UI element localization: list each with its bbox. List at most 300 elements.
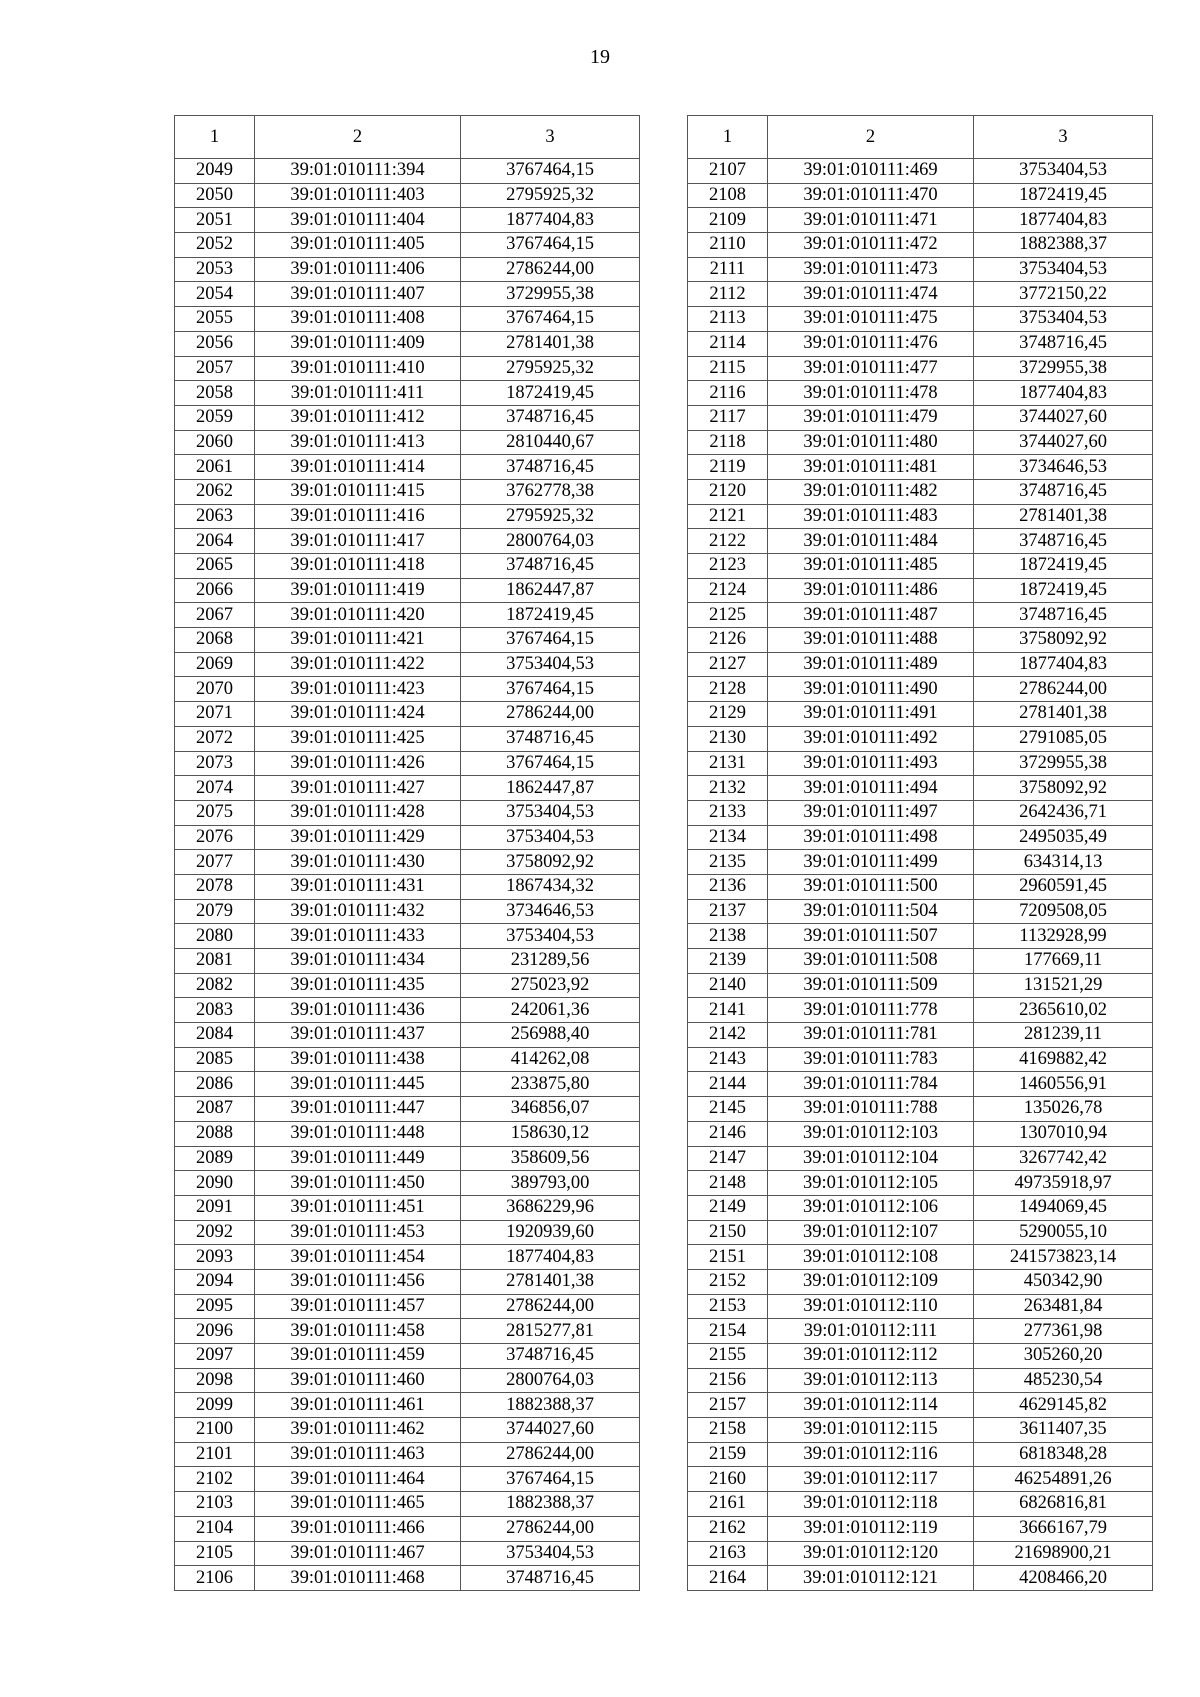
cell-row-number: 2066 [175,578,255,603]
cell-row-number: 2059 [175,405,255,430]
cell-row-number: 2115 [688,356,768,381]
cell-cadastral-number: 39:01:010111:407 [255,282,461,307]
table-row [175,1418,640,1443]
cell-row-number: 2132 [688,776,768,801]
cell-value: 275023,92 [461,973,640,998]
cell-value: 2800764,03 [461,529,640,554]
table-row [688,1097,1153,1122]
table-row [688,257,1153,282]
cell-value: 1862447,87 [461,776,640,801]
cell-value: 2795925,32 [461,183,640,208]
cell-value: 358609,56 [461,1146,640,1171]
table-row [175,1492,640,1517]
table-row [688,800,1153,825]
table-row [175,702,640,727]
table-row [175,1442,640,1467]
cell-cadastral-number: 39:01:010112:106 [768,1195,974,1220]
cell-cadastral-number: 39:01:010111:466 [255,1516,461,1541]
table-row [175,751,640,776]
cell-value: 3748716,45 [974,331,1153,356]
cell-row-number: 2158 [688,1418,768,1443]
cell-cadastral-number: 39:01:010111:415 [255,479,461,504]
cell-cadastral-number: 39:01:010111:434 [255,949,461,974]
cell-value: 2786244,00 [461,1516,640,1541]
cell-value: 3767464,15 [461,233,640,258]
cell-row-number: 2073 [175,751,255,776]
cell-cadastral-number: 39:01:010111:479 [768,405,974,430]
cell-cadastral-number: 39:01:010111:456 [255,1269,461,1294]
cell-row-number: 2161 [688,1492,768,1517]
cell-value: 3748716,45 [461,1344,640,1369]
cell-cadastral-number: 39:01:010111:419 [255,578,461,603]
cell-value: 233875,80 [461,1072,640,1097]
cell-value: 3753404,53 [461,800,640,825]
cell-cadastral-number: 39:01:010111:469 [768,159,974,184]
cell-value: 2960591,45 [974,874,1153,899]
table-row [688,776,1153,801]
table-row [175,1121,640,1146]
cell-row-number: 2154 [688,1319,768,1344]
cell-row-number: 2146 [688,1121,768,1146]
cell-row-number: 2125 [688,603,768,628]
cell-row-number: 2160 [688,1467,768,1492]
cell-value: 6826816,81 [974,1492,1153,1517]
cell-value: 3748716,45 [461,455,640,480]
table-row [688,1171,1153,1196]
cell-cadastral-number: 39:01:010111:788 [768,1097,974,1122]
cell-row-number: 2157 [688,1393,768,1418]
cell-row-number: 2120 [688,479,768,504]
cell-value: 1877404,83 [461,1245,640,1270]
cell-cadastral-number: 39:01:010111:493 [768,751,974,776]
table-row [175,1344,640,1369]
cell-value: 3611407,35 [974,1418,1153,1443]
cell-row-number: 2055 [175,307,255,332]
cell-row-number: 2058 [175,381,255,406]
table-row [175,208,640,233]
cell-row-number: 2107 [688,159,768,184]
cell-cadastral-number: 39:01:010111:413 [255,430,461,455]
cell-value: 3748716,45 [974,603,1153,628]
cell-row-number: 2068 [175,628,255,653]
table-row [175,1269,640,1294]
table-row [688,1566,1153,1591]
cell-cadastral-number: 39:01:010112:117 [768,1467,974,1492]
cell-value: 3753404,53 [974,307,1153,332]
cell-value: 21698900,21 [974,1541,1153,1566]
cell-cadastral-number: 39:01:010111:453 [255,1220,461,1245]
cell-row-number: 2159 [688,1442,768,1467]
cell-row-number: 2085 [175,1047,255,1072]
table-row [688,529,1153,554]
cell-cadastral-number: 39:01:010111:414 [255,455,461,480]
cell-row-number: 2150 [688,1220,768,1245]
cell-row-number: 2075 [175,800,255,825]
cell-value: 3748716,45 [974,529,1153,554]
cell-value: 2815277,81 [461,1319,640,1344]
cell-row-number: 2070 [175,677,255,702]
table-row [175,1516,640,1541]
cell-row-number: 2072 [175,726,255,751]
cell-cadastral-number: 39:01:010111:470 [768,183,974,208]
cell-cadastral-number: 39:01:010111:500 [768,874,974,899]
table-row [175,1047,640,1072]
cell-value: 1882388,37 [461,1393,640,1418]
cell-value: 2781401,38 [461,331,640,356]
table-row [688,183,1153,208]
cell-cadastral-number: 39:01:010111:488 [768,628,974,653]
cell-value: 3748716,45 [461,405,640,430]
table-row [688,1195,1153,1220]
cell-row-number: 2151 [688,1245,768,1270]
cell-row-number: 2067 [175,603,255,628]
cell-row-number: 2056 [175,331,255,356]
table-row [175,850,640,875]
cell-row-number: 2062 [175,479,255,504]
data-table-left [174,115,640,1591]
table-row [688,751,1153,776]
table-row [688,1319,1153,1344]
table-row [175,183,640,208]
cell-row-number: 2135 [688,850,768,875]
table-row [175,726,640,751]
cell-value: 3772150,22 [974,282,1153,307]
cell-cadastral-number: 39:01:010111:467 [255,1541,461,1566]
cell-row-number: 2162 [688,1516,768,1541]
cell-value: 256988,40 [461,1023,640,1048]
cell-cadastral-number: 39:01:010112:107 [768,1220,974,1245]
column-header-number: 1 [175,116,255,159]
table-row [175,159,640,184]
cell-row-number: 2050 [175,183,255,208]
cell-value: 346856,07 [461,1097,640,1122]
cell-value: 46254891,26 [974,1467,1153,1492]
cell-row-number: 2112 [688,282,768,307]
cell-cadastral-number: 39:01:010111:492 [768,726,974,751]
table-row [175,603,640,628]
cell-cadastral-number: 39:01:010111:435 [255,973,461,998]
cell-row-number: 2131 [688,751,768,776]
cell-row-number: 2152 [688,1269,768,1294]
cell-cadastral-number: 39:01:010111:406 [255,257,461,282]
cell-cadastral-number: 39:01:010111:436 [255,998,461,1023]
cell-row-number: 2049 [175,159,255,184]
cell-value: 389793,00 [461,1171,640,1196]
cell-value: 49735918,97 [974,1171,1153,1196]
table-row [175,282,640,307]
table-row [688,381,1153,406]
cell-row-number: 2127 [688,652,768,677]
cell-value: 1872419,45 [974,554,1153,579]
cell-row-number: 2124 [688,578,768,603]
cell-cadastral-number: 39:01:010111:472 [768,233,974,258]
table-row [175,924,640,949]
cell-row-number: 2095 [175,1294,255,1319]
cell-row-number: 2133 [688,800,768,825]
cell-row-number: 2118 [688,430,768,455]
cell-row-number: 2147 [688,1146,768,1171]
cell-cadastral-number: 39:01:010111:412 [255,405,461,430]
cell-row-number: 2105 [175,1541,255,1566]
cell-value: 2786244,00 [461,257,640,282]
cell-cadastral-number: 39:01:010112:113 [768,1368,974,1393]
cell-value: 3758092,92 [974,776,1153,801]
cell-cadastral-number: 39:01:010111:484 [768,529,974,554]
cell-value: 2786244,00 [461,702,640,727]
cell-cadastral-number: 39:01:010111:404 [255,208,461,233]
cell-cadastral-number: 39:01:010111:498 [768,825,974,850]
cell-row-number: 2086 [175,1072,255,1097]
cell-value: 231289,56 [461,949,640,974]
table-row [175,578,640,603]
cell-value: 2800764,03 [461,1368,640,1393]
cell-value: 3748716,45 [461,554,640,579]
cell-value: 3767464,15 [461,1467,640,1492]
cell-row-number: 2064 [175,529,255,554]
cell-row-number: 2093 [175,1245,255,1270]
table-row [175,677,640,702]
cell-cadastral-number: 39:01:010111:784 [768,1072,974,1097]
cell-row-number: 2097 [175,1344,255,1369]
cell-cadastral-number: 39:01:010111:420 [255,603,461,628]
cell-cadastral-number: 39:01:010111:403 [255,183,461,208]
table-row [688,1269,1153,1294]
cell-row-number: 2145 [688,1097,768,1122]
cell-row-number: 2110 [688,233,768,258]
cell-row-number: 2114 [688,331,768,356]
table-header-row [688,116,1153,159]
table-row [688,159,1153,184]
cell-cadastral-number: 39:01:010111:454 [255,1245,461,1270]
cell-value: 1877404,83 [974,381,1153,406]
cell-row-number: 2084 [175,1023,255,1048]
table-row [688,208,1153,233]
table-row [688,949,1153,974]
cell-row-number: 2116 [688,381,768,406]
cell-row-number: 2094 [175,1269,255,1294]
table-row [688,1121,1153,1146]
cell-row-number: 2156 [688,1368,768,1393]
cell-value: 1882388,37 [461,1492,640,1517]
cell-value: 3729955,38 [974,356,1153,381]
table-row [175,1072,640,1097]
cell-value: 2795925,32 [461,504,640,529]
table-row [688,899,1153,924]
cell-row-number: 2108 [688,183,768,208]
cell-cadastral-number: 39:01:010112:116 [768,1442,974,1467]
cell-row-number: 2092 [175,1220,255,1245]
table-row [688,1418,1153,1443]
column-header-cadastral-number: 2 [768,116,974,159]
table-row [688,1467,1153,1492]
cell-value: 1877404,83 [461,208,640,233]
cell-cadastral-number: 39:01:010111:411 [255,381,461,406]
cell-value: 6818348,28 [974,1442,1153,1467]
table-row [688,1220,1153,1245]
table-row [175,504,640,529]
table-row [688,578,1153,603]
cell-value: 263481,84 [974,1294,1153,1319]
table-row [175,307,640,332]
cell-row-number: 2080 [175,924,255,949]
table-row [175,1023,640,1048]
table-row [688,233,1153,258]
cell-row-number: 2090 [175,1171,255,1196]
cell-value: 1494069,45 [974,1195,1153,1220]
table-row [175,800,640,825]
table-row [688,850,1153,875]
cell-row-number: 2098 [175,1368,255,1393]
cell-cadastral-number: 39:01:010111:423 [255,677,461,702]
cell-row-number: 2065 [175,554,255,579]
cell-value: 3767464,15 [461,751,640,776]
table-row [688,331,1153,356]
cell-row-number: 2100 [175,1418,255,1443]
cell-value: 1920939,60 [461,1220,640,1245]
table-header-row [175,116,640,159]
cell-value: 3753404,53 [974,257,1153,282]
cell-cadastral-number: 39:01:010111:477 [768,356,974,381]
table-row [688,825,1153,850]
cell-cadastral-number: 39:01:010111:483 [768,504,974,529]
table-row [688,307,1153,332]
cell-row-number: 2074 [175,776,255,801]
cell-row-number: 2054 [175,282,255,307]
cell-cadastral-number: 39:01:010111:430 [255,850,461,875]
cell-cadastral-number: 39:01:010111:432 [255,899,461,924]
cell-value: 3753404,53 [461,1541,640,1566]
cell-value: 2791085,05 [974,726,1153,751]
cell-value: 3734646,53 [974,455,1153,480]
cell-row-number: 2109 [688,208,768,233]
cell-cadastral-number: 39:01:010111:464 [255,1467,461,1492]
cell-value: 242061,36 [461,998,640,1023]
cell-row-number: 2091 [175,1195,255,1220]
cell-value: 3767464,15 [461,677,640,702]
cell-cadastral-number: 39:01:010112:109 [768,1269,974,1294]
cell-cadastral-number: 39:01:010111:478 [768,381,974,406]
cell-row-number: 2079 [175,899,255,924]
cell-value: 1460556,91 [974,1072,1153,1097]
table-row [175,455,640,480]
cell-value: 634314,13 [974,850,1153,875]
cell-value: 3686229,96 [461,1195,640,1220]
page-number: 19 [590,46,610,68]
cell-cadastral-number: 39:01:010111:486 [768,578,974,603]
table-row [175,1566,640,1591]
cell-cadastral-number: 39:01:010111:509 [768,973,974,998]
table-row [688,652,1153,677]
table-row [688,1146,1153,1171]
table-row [175,1171,640,1196]
table-row [688,1393,1153,1418]
cell-row-number: 2096 [175,1319,255,1344]
cell-value: 277361,98 [974,1319,1153,1344]
cell-cadastral-number: 39:01:010112:103 [768,1121,974,1146]
cell-row-number: 2089 [175,1146,255,1171]
cell-value: 3753404,53 [461,652,640,677]
cell-value: 1872419,45 [974,578,1153,603]
table-row [175,874,640,899]
cell-cadastral-number: 39:01:010111:449 [255,1146,461,1171]
cell-cadastral-number: 39:01:010111:463 [255,1442,461,1467]
cell-row-number: 2103 [175,1492,255,1517]
table-row [688,405,1153,430]
cell-row-number: 2121 [688,504,768,529]
cell-value: 1132928,99 [974,924,1153,949]
cell-value: 3734646,53 [461,899,640,924]
cell-row-number: 2113 [688,307,768,332]
table-body-left [175,159,640,1591]
cell-row-number: 2126 [688,628,768,653]
table-row [688,726,1153,751]
table-row [688,1245,1153,1270]
table-row [175,1393,640,1418]
cell-cadastral-number: 39:01:010111:499 [768,850,974,875]
cell-value: 450342,90 [974,1269,1153,1294]
cell-value: 1877404,83 [974,652,1153,677]
cell-row-number: 2143 [688,1047,768,1072]
cell-row-number: 2087 [175,1097,255,1122]
cell-row-number: 2060 [175,430,255,455]
table-row [688,874,1153,899]
cell-cadastral-number: 39:01:010112:115 [768,1418,974,1443]
cell-value: 2786244,00 [461,1294,640,1319]
cell-cadastral-number: 39:01:010111:408 [255,307,461,332]
cell-cadastral-number: 39:01:010111:473 [768,257,974,282]
cell-value: 4208466,20 [974,1566,1153,1591]
cell-row-number: 2078 [175,874,255,899]
cell-value: 3744027,60 [974,405,1153,430]
cell-cadastral-number: 39:01:010111:508 [768,949,974,974]
cell-row-number: 2119 [688,455,768,480]
cell-row-number: 2128 [688,677,768,702]
cell-row-number: 2129 [688,702,768,727]
cell-cadastral-number: 39:01:010111:433 [255,924,461,949]
cell-value: 3762778,38 [461,479,640,504]
cell-cadastral-number: 39:01:010111:504 [768,899,974,924]
table-row [688,430,1153,455]
cell-row-number: 2149 [688,1195,768,1220]
cell-value: 135026,78 [974,1097,1153,1122]
cell-cadastral-number: 39:01:010111:487 [768,603,974,628]
cell-cadastral-number: 39:01:010111:468 [255,1566,461,1591]
cell-value: 5290055,10 [974,1220,1153,1245]
cell-cadastral-number: 39:01:010112:111 [768,1319,974,1344]
cell-row-number: 2130 [688,726,768,751]
cell-value: 131521,29 [974,973,1153,998]
cell-value: 1307010,94 [974,1121,1153,1146]
cell-cadastral-number: 39:01:010111:783 [768,1047,974,1072]
cell-cadastral-number: 39:01:010111:416 [255,504,461,529]
cell-value: 281239,11 [974,1023,1153,1048]
table-row [175,257,640,282]
cell-value: 2795925,32 [461,356,640,381]
cell-cadastral-number: 39:01:010111:481 [768,455,974,480]
cell-cadastral-number: 39:01:010111:497 [768,800,974,825]
cell-value: 2642436,71 [974,800,1153,825]
table-row [175,628,640,653]
cell-row-number: 2102 [175,1467,255,1492]
cell-cadastral-number: 39:01:010112:105 [768,1171,974,1196]
cell-row-number: 2138 [688,924,768,949]
cell-value: 2810440,67 [461,430,640,455]
cell-row-number: 2142 [688,1023,768,1048]
table-row [688,455,1153,480]
table-row [175,554,640,579]
table-row [688,1294,1153,1319]
table-row [688,282,1153,307]
